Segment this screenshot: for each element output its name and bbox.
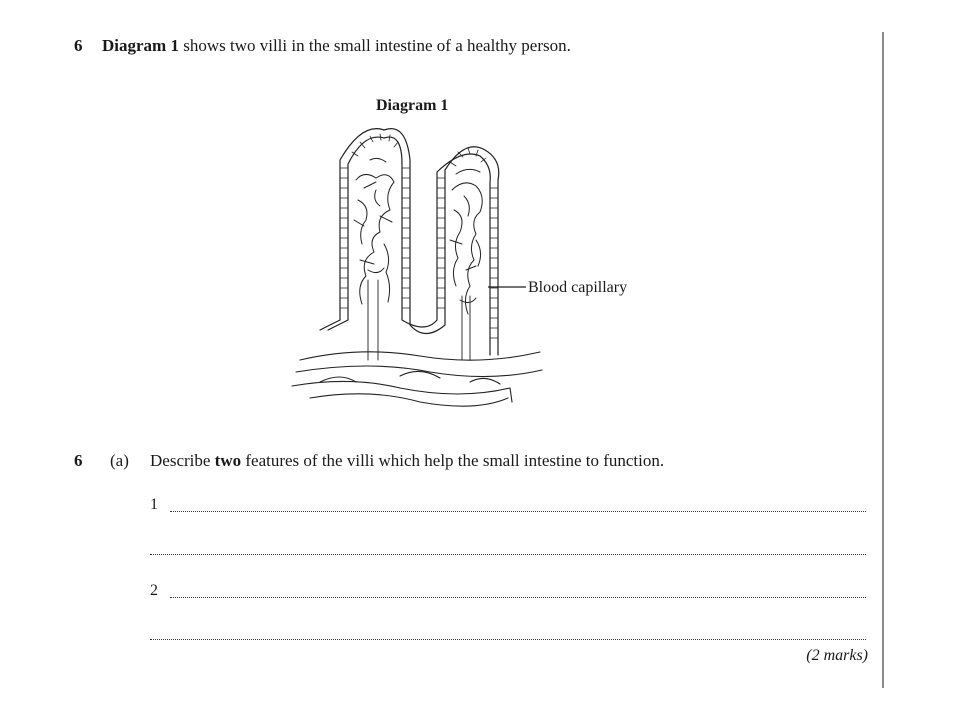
answer-line-3[interactable] xyxy=(150,580,866,600)
answer-line-number: 1 xyxy=(150,496,158,513)
epithelium-cells-left xyxy=(340,168,348,308)
question-intro-text: shows two villi in the small intestine of a healthy person. xyxy=(178,36,571,55)
capillary-right-a xyxy=(452,183,482,314)
answer-line-2[interactable] xyxy=(150,537,866,557)
question-number: 6 xyxy=(74,36,83,55)
capillary-left-b xyxy=(358,190,390,302)
base-vessel-3 xyxy=(292,381,512,402)
answer-line-4[interactable] xyxy=(150,622,866,642)
margin-rule xyxy=(882,32,884,688)
base-vessel-4 xyxy=(310,394,508,406)
part-a-text-before: Describe xyxy=(150,451,215,470)
blood-capillary-label: Blood capillary xyxy=(528,279,628,296)
answer-dots xyxy=(150,639,866,640)
question-intro-bold: Diagram 1 xyxy=(102,36,179,55)
base-vessel-1 xyxy=(300,352,540,360)
answer-line-1[interactable] xyxy=(150,494,866,514)
villi-diagram xyxy=(280,120,680,420)
answer-dots xyxy=(150,554,866,555)
capillary-right-b xyxy=(453,196,480,303)
part-a-number: 6 xyxy=(74,451,83,470)
diagram-title: Diagram 1 xyxy=(376,97,449,114)
part-a-letter: (a) xyxy=(110,451,129,470)
part-a-question xyxy=(74,451,664,471)
question-intro xyxy=(74,36,571,56)
part-a-text-after: features of the villi which help the small intestine to function. xyxy=(241,451,665,470)
epithelium-cells-right xyxy=(490,188,498,338)
capillary-right-c xyxy=(450,169,480,270)
epithelium-cells-mid xyxy=(402,168,445,308)
part-a-text-bold: two xyxy=(214,451,242,470)
base-vessel-5 xyxy=(320,371,500,384)
answer-dots xyxy=(170,597,866,598)
marks-label: (2 marks) xyxy=(806,647,868,664)
answer-line-number: 2 xyxy=(150,582,158,599)
answer-dots xyxy=(170,511,866,512)
epithelium-cells-top xyxy=(352,134,486,166)
lacteal-left xyxy=(368,280,378,360)
